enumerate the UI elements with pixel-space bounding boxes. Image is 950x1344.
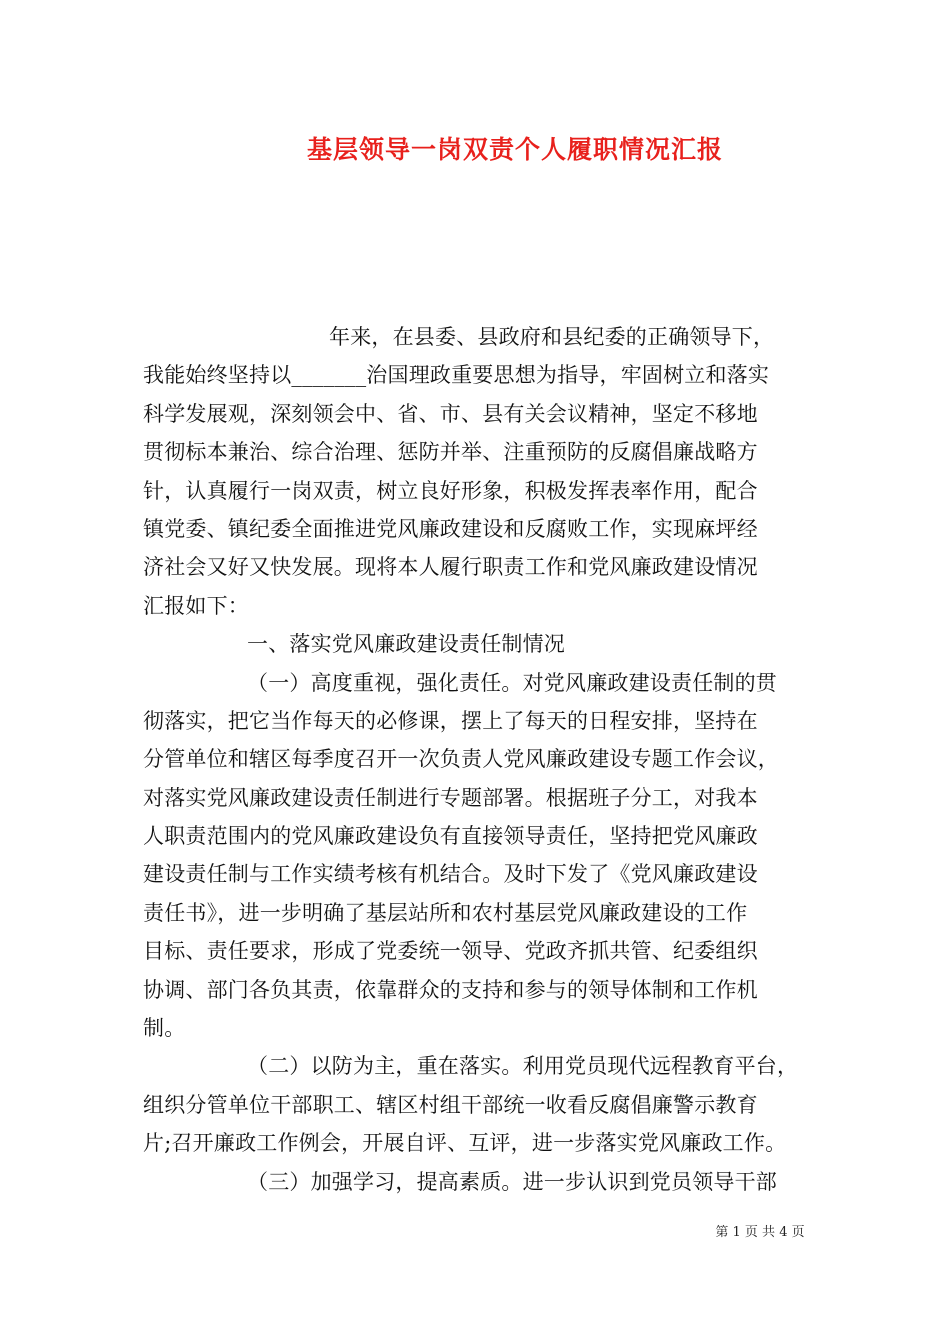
body-line: 片;召开廉政工作例会，开展自评、互评，进一步落实党风廉政工作。 (143, 1131, 787, 1156)
page-number: 第 1 页 共 4 页 (715, 1225, 805, 1240)
body-line: 年来，在县委、县政府和县纪委的正确领导下， (329, 325, 775, 349)
body-line: 汇报如下： (143, 593, 249, 618)
body-line: 建设责任制与工作实绩考核有机结合。及时下发了《党风廉政建设 (143, 862, 758, 887)
body-line: 协调、部门各负其责，依靠群众的支持和参与的领导体制和工作机 (143, 977, 758, 1002)
section-heading: 一、落实党风廉政建设责任制情况 (247, 632, 565, 657)
body-line: 济社会又好又快发展。现将本人履行职责工作和党风廉政建设情况 (143, 555, 758, 580)
body-line: 贯彻标本兼治、综合治理、惩防并举、注重预防的反腐倡廉战略方 (143, 440, 758, 465)
body-line: 镇党委、镇纪委全面推进党风廉政建设和反腐败工作，实现麻坪经 (143, 516, 758, 541)
body-line: 责任书》，进一步明确了基层站所和农村基层党风廉政建设的工作 (143, 900, 748, 925)
document-title: 基层领导一岗双责个人履职情况汇报 (306, 135, 723, 164)
body-line: （二）以防为主，重在落实。利用党员现代远程教育平台， (247, 1054, 799, 1079)
document-body (143, 318, 809, 1201)
body-line: 针，认真履行一岗双责，树立良好形象，积极发挥表率作用，配合 (143, 478, 758, 503)
body-line: 组织分管单位干部职工、辖区村组干部统一收看反腐倡廉警示教育 (143, 1092, 758, 1117)
body-line: 制。 (143, 1016, 186, 1041)
body-line: （三）加强学习，提高素质。进一步认识到党员领导干部 (247, 1169, 777, 1194)
body-line: 对落实党风廉政建设责任制进行专题部署。根据班子分工，对我本 (143, 785, 758, 810)
body-line: 目标、责任要求，形成了党委统一领导、党政齐抓共管、纪委组织 (143, 939, 758, 964)
body-line: （一）高度重视，强化责任。对党风廉政建设责任制的贯 (247, 670, 777, 695)
body-line: 彻落实，把它当作每天的必修课，摆上了每天的日程安排，坚持在 (143, 708, 758, 733)
body-line: 科学发展观，深刻领会中、省、市、县有关会议精神，坚定不移地 (143, 401, 758, 426)
body-line: 分管单位和辖区每季度召开一次负责人党风廉政建设专题工作会议， (143, 747, 779, 772)
body-line: 我能始终坚持以_______治国理政重要思想为指导，牢固树立和落实 (143, 363, 770, 388)
body-line: 人职责范围内的党风廉政建设负有直接领导责任，坚持把党风廉政 (143, 824, 758, 849)
